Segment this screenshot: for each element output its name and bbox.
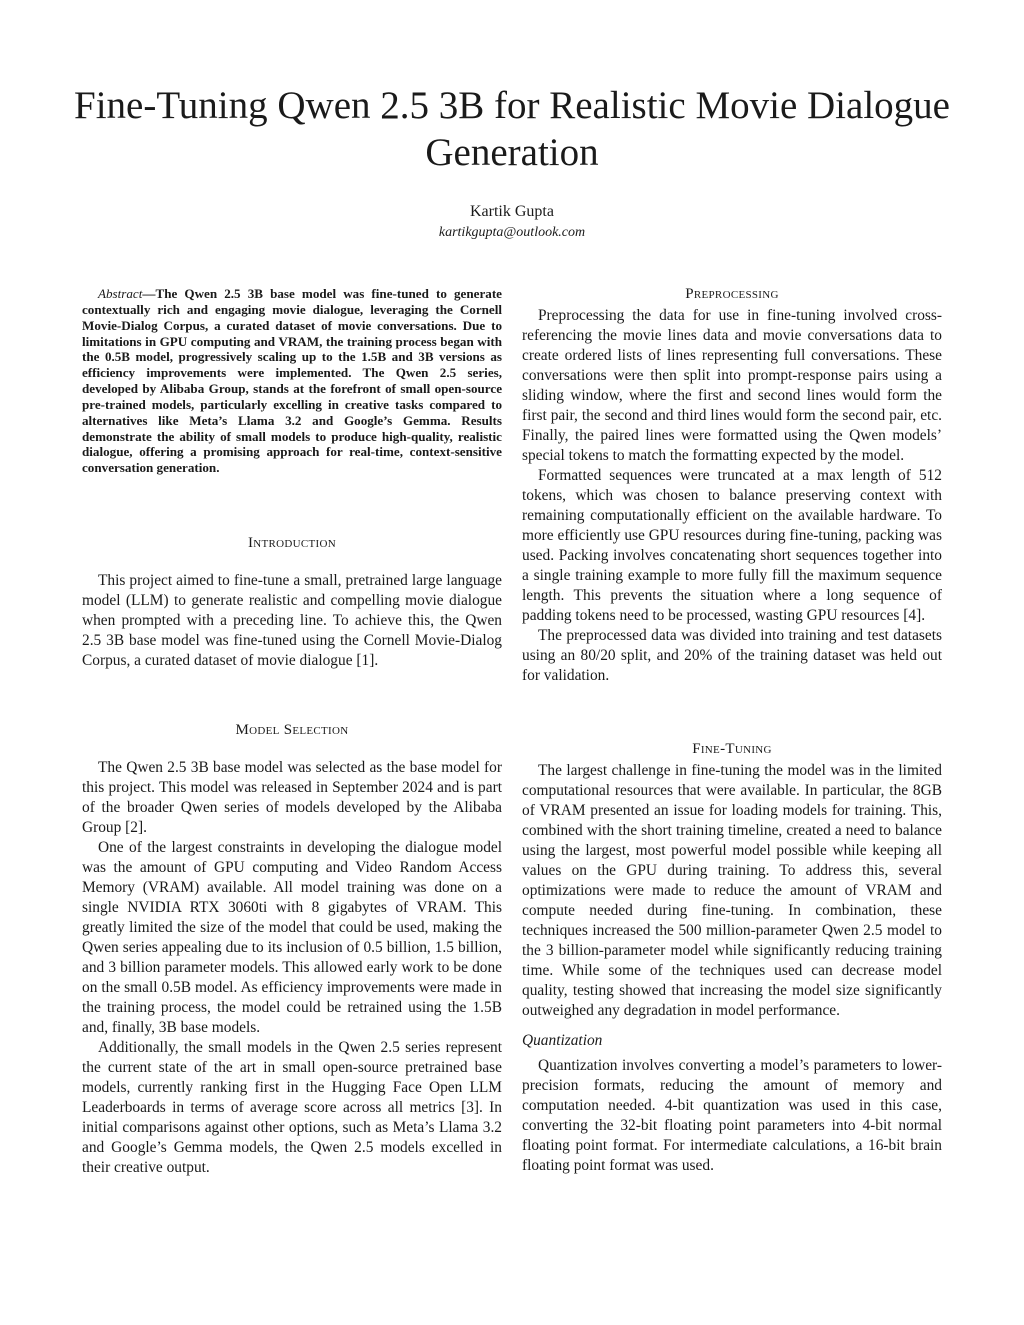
abstract-text: —The Qwen 2.5 3B base model was fine-tuned to generate contextually rich and engaging movie dialogue, leveraging the Cornell Movie-Dialog Corpus, a curated dataset of movie conversations. Due to limitations in GPU computing and VRAM, the training process began with the 0.5B model, progressively scaling up to the 1.5B and 3B versions as efficiency improvements were implemented. The Qwen 2.5 series, developed by Alibaba Group, stands at the forefront of small open-source pre-trained models, particularly excelling in creative tasks compared to alternatives like Meta’s Llama 3.2 and Google’s Gemma. Results demonstrate the ability of small models to produce high-quality, realistic dialogue, offering a promising approach for real-time, context-sensitive conversation generation. (82, 286, 502, 476)
paragraph: Preprocessing the data for use in fine-tuning involved cross-referencing the movie lines data and movie conversations data to create ordered lists of lines representing full conversations. These conversations were then split into prompt-response pairs using a sliding window, where the first and second lines would form the first pair, the second and third lines would form the second pair, etc. Finally, the paired lines were formatted using the Qwen models’ special tokens to match the formatting expected by the model. (522, 307, 942, 464)
section-heading: Fine-Tuning (692, 741, 772, 757)
author-name: Kartik Gupta (470, 203, 554, 220)
section-introduction (82, 535, 502, 671)
paragraph: The preprocessed data was divided into training and test datasets using an 80/20 split, and 20% of the training dataset was held out for validation. (522, 627, 942, 684)
subsection-heading: Quantization (522, 1032, 603, 1049)
paragraph: One of the largest constraints in developing the dialogue model was the amount of GPU computing and Video Random Access Memory (VRAM) available. All model training was done on a single NVIDIA RTX 3060ti with 8 gigabytes of VRAM. This greatly limited the size of the model that could be used, making the Qwen series appealing due to its inclusion of 0.5 billion, 1.5 billion, and 3 billion parameter models. This allowed early work to be done on the small 0.5B model. As efficiency improvements were made in the training process, the model could be retrained using the 1.5B and, finally, 3B base models. (82, 839, 502, 1036)
section-heading: Preprocessing (685, 286, 779, 302)
paragraph: The Qwen 2.5 3B base model was selected as the base model for this project. This model was released in September 2024 and is part of the broader Qwen series of models developed by the Alibaba Group [2]. (82, 759, 502, 836)
section-model-selection (82, 722, 502, 1178)
paragraph: The largest challenge in fine-tuning the model was in the limited computational resources that were available. In particular, the 8GB of VRAM presented an issue for loading models for training. This, combined with the short training timeline, created a need to balance using the largest, most powerful model possible while keeping all values on the GPU during training. To address this, several optimizations were made to reduce the amount of VRAM and compute needed during fine-tuning. In combination, these techniques increased the 500 million-parameter Qwen 2.5 model to the 3 billion-parameter model while significantly reducing training time. While some of the techniques used can decrease model quality, testing showed that increasing the model size significantly outweighed any degradation in model performance. (522, 762, 942, 1019)
section-heading: Introduction (247, 535, 337, 551)
section-heading: Model Selection (235, 722, 349, 738)
paragraph: Quantization involves converting a model’s parameters to lower-precision formats, reducing the amount of memory and computation needed. 4-bit quantization was used in this case, converting the 32-bit floating point parameters into 4-bit normal floating point format. For intermediate calculations, a 16-bit brain floating point format was used. (522, 1057, 942, 1174)
paragraph: Additionally, the small models in the Qwen 2.5 series represent the current state of the art in small open-source pretrained base models, currently ranking first in the Hugging Face Open LLM Leaderboards in terms of average score across all metrics [3]. In initial comparisons against other options, such as Meta’s Llama 3.2 and Google’s Gemma models, the Qwen 2.5 models excelled in their creative output. (82, 1039, 502, 1176)
abstract-label: Abstract (98, 286, 143, 301)
paragraph: Formatted sequences were truncated at a max length of 512 tokens, which was chosen to balance preserving context with remaining computationally efficient on the available hardware. To more efficiently use GPU resources during fine-tuning, packing was used. Packing involves concatenating short sequences together into a single training example to more fully fill the maximum sequence length. This prevents the situation where a long sequence of padding tokens need to be processed, wasting GPU resources [4]. (522, 467, 942, 624)
section-preprocessing (522, 286, 942, 686)
abstract-block (82, 286, 502, 476)
paragraph: This project aimed to fine-tune a small, pretrained large language model (LLM) to generate realistic and compelling movie dialogue when prompted with a preceding line. To achieve this, the Qwen 2.5 3B base model was fine-tuned using the Cornell Movie-Dialog Corpus, a curated dataset of movie dialogue [1]. (82, 572, 502, 669)
author-email: kartikgupta@outlook.com (438, 225, 586, 240)
paper-title: Fine-Tuning Qwen 2.5 3B for Realistic Movie Dialogue Generation (74, 84, 950, 174)
section-fine-tuning (522, 741, 942, 1176)
